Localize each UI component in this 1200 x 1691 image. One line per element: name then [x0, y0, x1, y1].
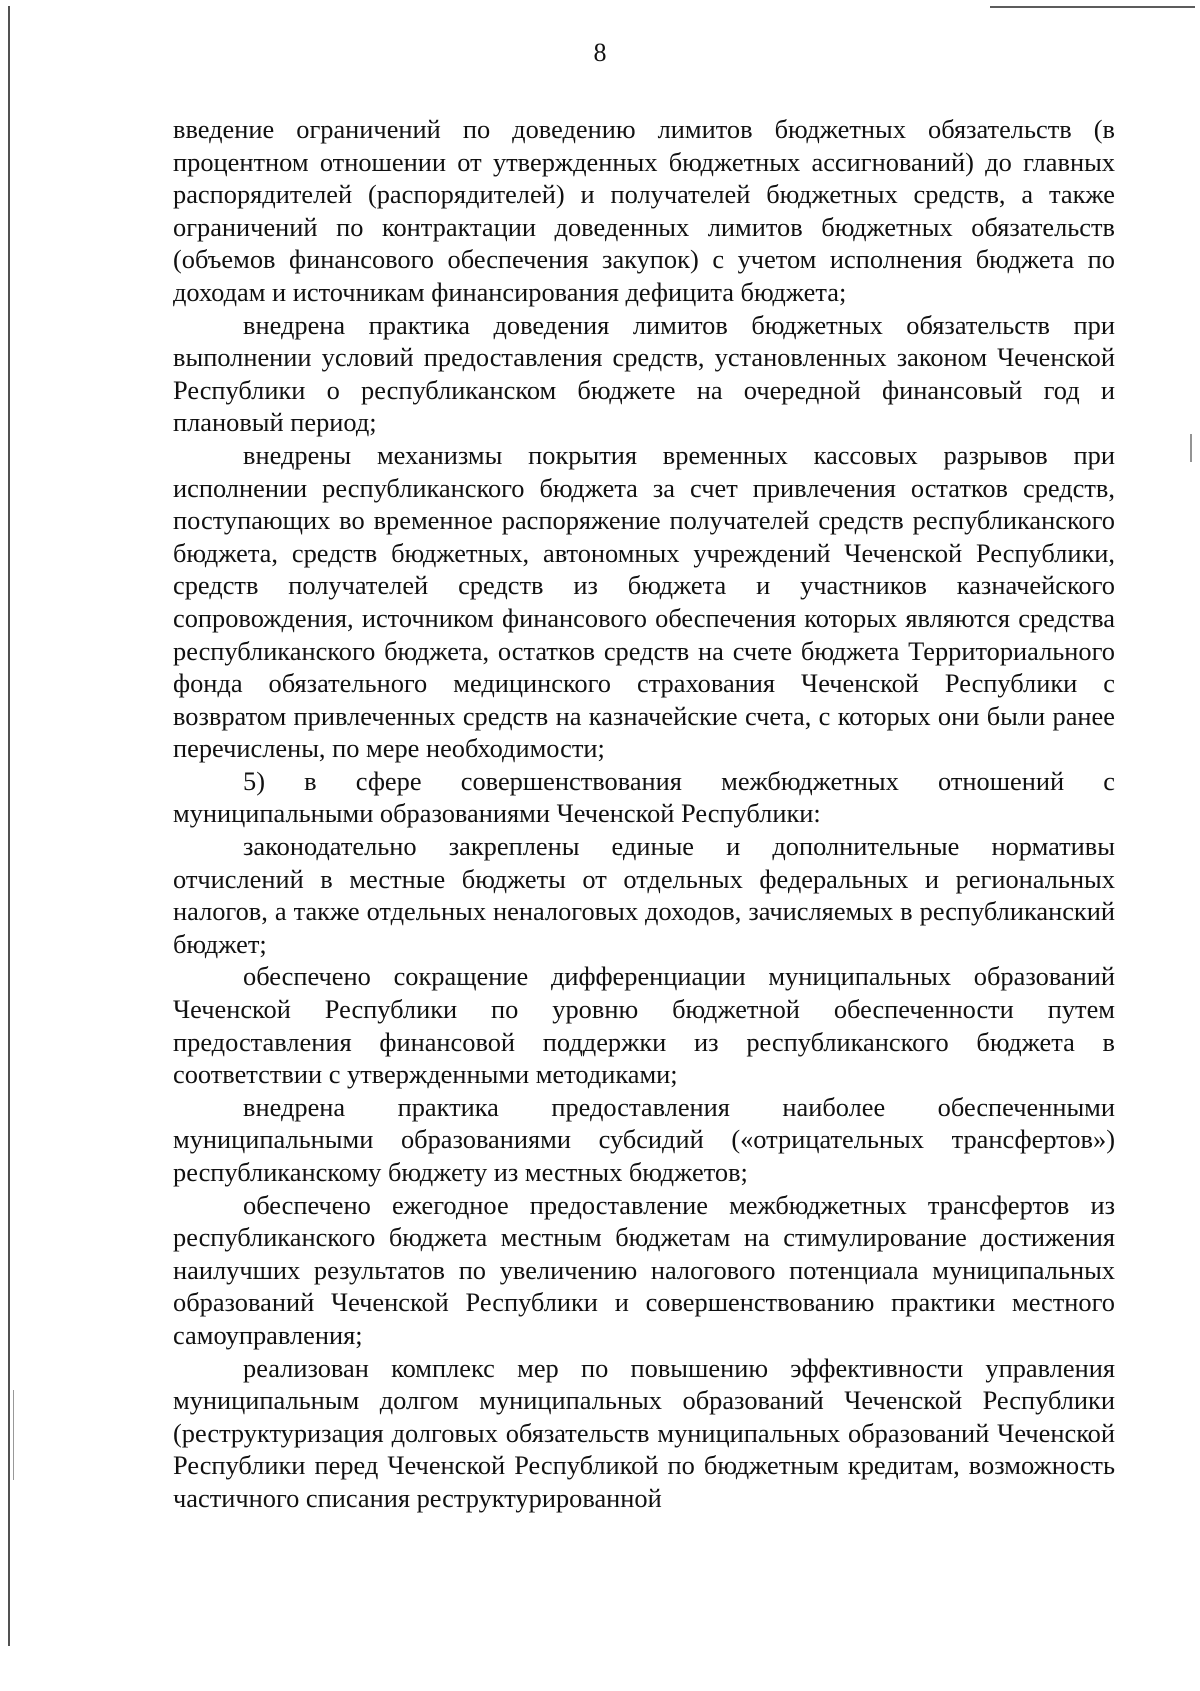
- page-number: 8: [593, 38, 607, 67]
- scan-edge-left: [8, 6, 10, 1646]
- document-body: [173, 113, 1115, 1515]
- scan-edge-right-mark: [1190, 434, 1192, 462]
- paragraph: реализован комплекс мер по повышению эффективности управления муниципальным долгом муниципальных образований Чеченской Республики (реструктуризация долговых обязательств муниципальных образований Чеченской Республики перед Чеченской Республикой по бюджетным кредитам, возможность частичного списания реструктурированной: [173, 1352, 1115, 1513]
- scan-edge-left-mark: [13, 1390, 14, 1480]
- paragraph: обеспечено ежегодное предоставление межбюджетных трансфертов из республиканского бюджета местным бюджетам на стимулирование достижения наилучших результатов по увеличению налогового потенциала муниципальных образований Чеченской Республики и совершенствованию практики местного самоуправления;: [173, 1189, 1115, 1350]
- paragraph: законодательно закреплены единые и дополнительные нормативы отчислений в местные бюджеты от отдельных федеральных и региональных налогов, а также отдельных неналоговых доходов, зачисляемых в республиканский бюджет;: [173, 831, 1115, 959]
- paragraph: введение ограничений по доведению лимитов бюджетных обязательств (в процентном отношении от утвержденных бюджетных ассигнований) до главных распорядителей (распорядителей) и получателей бюджетных средств, а также ограничений по контрактации доведенных лимитов бюджетных обязательств (объемов финансового обеспечения закупок) с учетом исполнения бюджета по доходам и источникам финансирования дефицита бюджета;: [173, 114, 1115, 307]
- paragraph: 5) в сфере совершенствования межбюджетных отношений с муниципальными образованиями Чеченской Республики:: [173, 765, 1115, 829]
- paragraph: внедрена практика доведения лимитов бюджетных обязательств при выполнении условий предоставления средств, установленных законом Чеченской Республики о республиканском бюджете на очередной финансовый год и плановый период;: [173, 309, 1115, 438]
- paragraph: обеспечено сокращение дифференциации муниципальных образований Чеченской Республики по уровню бюджетной обеспеченности путем предоставления финансовой поддержки из республиканского бюджета в соответствии с утвержденными методиками;: [173, 961, 1115, 1090]
- paragraph: внедрены механизмы покрытия временных кассовых разрывов при исполнении республиканского бюджета за счет привлечения остатков средств, поступающих во временное распоряжение получателей средств республиканского бюджета, средств бюджетных, автономных учреждений Чеченской Республики, средств получателей средств из бюджета и участников казначейского сопровождения, источником финансового обеспечения которых являются средства республиканского бюджета, остатков средств на счете бюджета Территориального фонда обязательного медицинского страхования Чеченской Республики с возвратом привлеченных средств на казначейские счета, с которых они были ранее перечислены, по мере необходимости;: [173, 439, 1115, 764]
- scan-edge-top: [990, 6, 1195, 8]
- paragraph: внедрена практика предоставления наиболее обеспеченными муниципальными образованиями субсидий («отрицательных трансфертов») республиканскому бюджету из местных бюджетов;: [173, 1091, 1115, 1187]
